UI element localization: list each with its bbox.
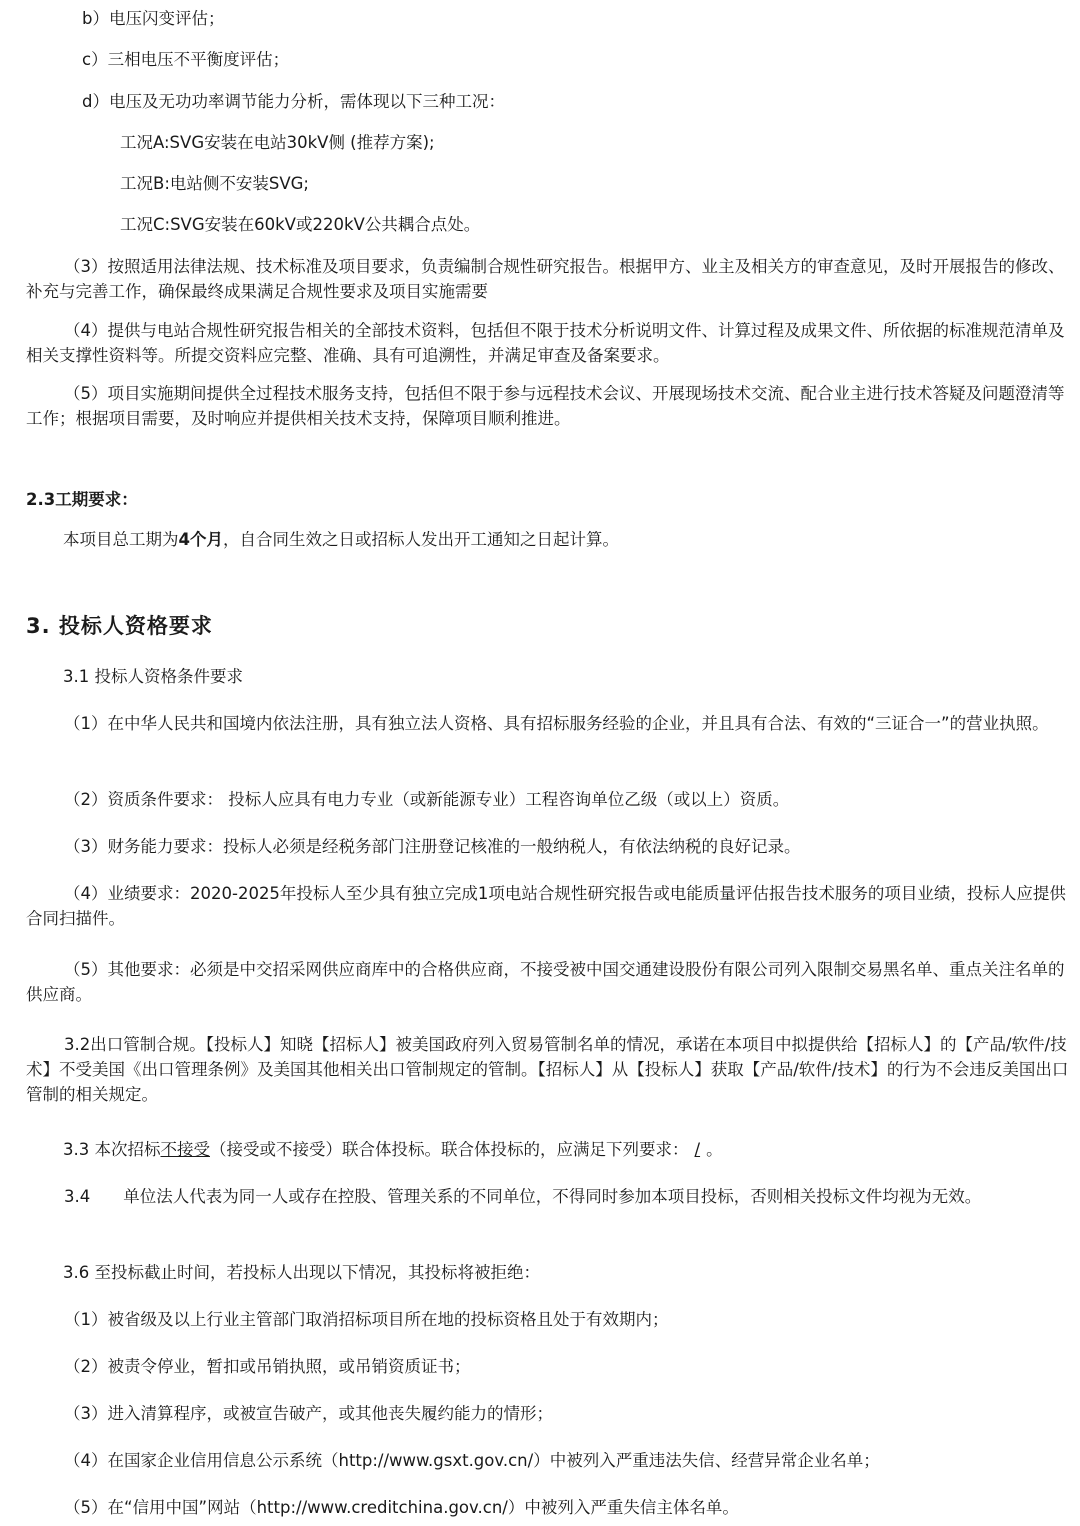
requirement-2: （2）资质条件要求： 投标人应具有电力专业（或新能源专业）工程咨询单位乙级（或以上）资质。 — [64, 790, 790, 809]
case-c: 工况C:SVG安装在60kV或220kV公共耦合点处。 — [120, 215, 481, 234]
section-3-3 — [63, 1137, 1073, 1162]
paragraph-5: （5）项目实施期间提供全过程技术服务支持，包括但不限于参与远程技术会议、开展现场技术交流、配合业主进行技术答疑及问题澄清等工作；根据项目需要，及时响应并提供相关技术支持，保障项目顺利推进。 — [26, 384, 1065, 428]
case-b: 工况B:电站侧不安装SVG; — [120, 174, 309, 193]
rejection-3: （3）进入清算程序，或被宣告破产，或其他丧失履约能力的情形； — [64, 1404, 553, 1423]
duration-text-before: 本项目总工期为 — [63, 530, 179, 549]
section-3-1-title: 3.1 投标人资格条件要求 — [63, 667, 243, 686]
section-3-3-prefix: 3.3 本次招标 — [63, 1140, 161, 1159]
rejection-5: （5）在“信用中国”网站（http://www.creditchina.gov.cn/）中被列入严重失信主体名单。 — [64, 1498, 739, 1517]
rejection-1: （1）被省级及以上行业主管部门取消招标项目所在地的投标资格且处于有效期内； — [64, 1310, 669, 1329]
duration-value: 4个月 — [178, 530, 223, 549]
requirement-5: （5）其他要求：必须是中交招采网供应商库中的合格供应商，不接受被中国交通建设股份有限公司列入限制交易黑名单、重点关注名单的供应商。 — [26, 960, 1065, 1004]
requirement-1: （1）在中华人民共和国境内依法注册，具有独立法人资格、具有招标服务经验的企业，并且具有合法、有效的“三证合一”的营业执照。 — [64, 714, 1049, 733]
item-c: c）三相电压不平衡度评估； — [82, 50, 290, 69]
section-3-3-choice: 不接受 — [160, 1140, 210, 1159]
section-2-3-text — [63, 527, 1073, 552]
section-3-6-title: 3.6 至投标截止时间，若投标人出现以下情况，其投标将被拒绝： — [63, 1263, 540, 1282]
section-3-3-end: 。 — [706, 1140, 723, 1159]
item-b: b）电压闪变评估； — [82, 9, 225, 28]
duration-text-after: ，自合同生效之日或招标人发出开工通知之日起计算。 — [222, 530, 619, 549]
paragraph-3: （3）按照适用法律法规、技术标准及项目要求，负责编制合规性研究报告。根据甲方、业主及相关方的审查意见，及时开展报告的修改、补充与完善工作，确保最终成果满足合规性要求及项目实施需要 — [26, 257, 1065, 301]
section-3-4: 3.4 单位法人代表为同一人或存在控股、管理关系的不同单位，不得同时参加本项目投标，否则相关投标文件均视为无效。 — [64, 1187, 982, 1206]
item-d: d）电压及无功功率调节能力分析，需体现以下三种工况： — [82, 92, 505, 111]
section-3-2: 3.2出口管制合规。【投标人】知晓【招标人】被美国政府列入贸易管制名单的情况，承诺在本项目中拟提供给【招标人】的【产品/软件/技术】不受美国《出口管理条例》及美国其他相关出口管制规定的管制。【招标人】从【投标人】获取【产品/软件/技术】的行为不会违反美国出口管制的相关规定。 — [26, 1035, 1069, 1104]
section-3-3-blank: / — [694, 1140, 701, 1159]
section-2-3-title: 2.3工期要求： — [26, 490, 138, 509]
section-3-3-middle: （接受或不接受）联合体投标。联合体投标的，应满足下列要求： — [210, 1140, 689, 1159]
rejection-4: （4）在国家企业信用信息公示系统（http://www.gsxt.gov.cn/）中被列入严重违法失信、经营异常企业名单； — [64, 1451, 880, 1470]
requirement-4: （4）业绩要求：2020-2025年投标人至少具有独立完成1项电站合规性研究报告或电能质量评估报告技术服务的项目业绩，投标人应提供合同扫描件。 — [26, 884, 1066, 928]
case-a: 工况A:SVG安装在电站30kV侧 (推荐方案); — [120, 133, 435, 152]
requirement-3: （3）财务能力要求：投标人必须是经税务部门注册登记核准的一般纳税人，有依法纳税的良好记录。 — [64, 837, 801, 856]
section-3-title: 3. 投标人资格要求 — [26, 614, 213, 638]
rejection-2: （2）被责令停业，暂扣或吊销执照，或吊销资质证书； — [64, 1357, 471, 1376]
paragraph-4: （4）提供与电站合规性研究报告相关的全部技术资料，包括但不限于技术分析说明文件、计算过程及成果文件、所依据的标准规范清单及相关支撑性资料等。所提交资料应完整、准确、具有可追溯性，并满足审查及备案要求。 — [26, 321, 1065, 365]
